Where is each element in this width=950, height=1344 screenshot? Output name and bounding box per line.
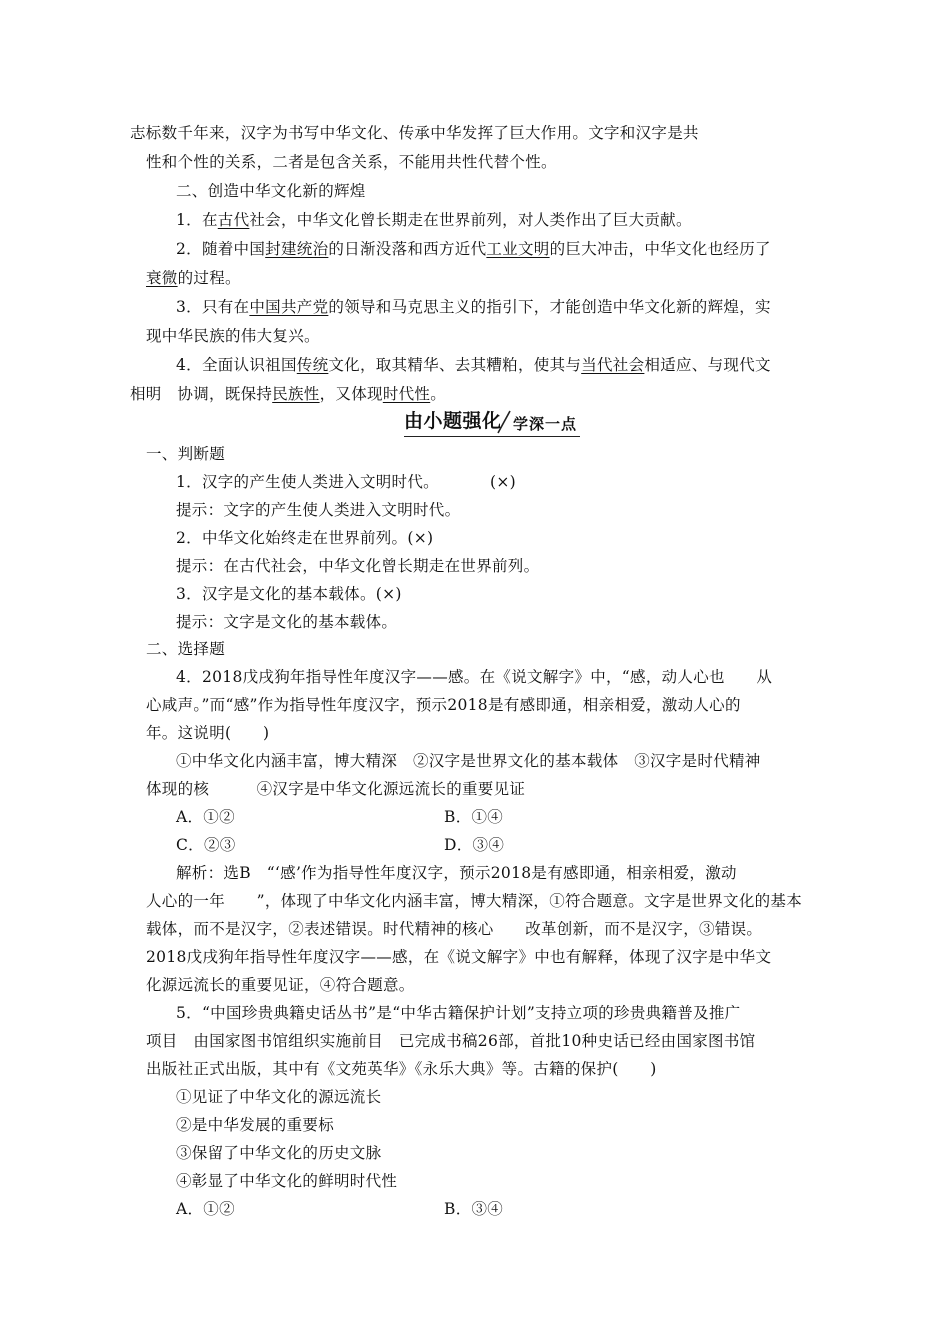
text: 相适应、与现代文 <box>644 356 771 374</box>
tip-2: 提示：在古代社会，中华文化曾长期走在世界前列。 <box>176 557 540 575</box>
question-4-line-1: 4．2018戊戌狗年指导性年度汉字——感。在《说文解字》中，“感，动人心也 从 <box>176 668 773 686</box>
question-5-line-1: 5．“中国珍贵典籍史话丛书”是“中华古籍保护计划”支持立项的珍贵典籍普及推广 <box>176 1004 741 1022</box>
text: 。 <box>430 385 447 403</box>
answer-option-d: D．③④ <box>444 836 505 854</box>
question-3: 3．汉字是文化的基本载体。(×) <box>176 585 402 603</box>
point-2 <box>176 239 771 259</box>
keyword: 中国共产党 <box>249 298 329 316</box>
banner-subtitle: 学深一点 <box>513 415 578 433</box>
answer-option-b: B．③④ <box>444 1200 504 1218</box>
point-2-cont <box>146 268 241 288</box>
keyword: 古代 <box>217 211 250 229</box>
solution-line-2: 人心的一年 ”，体现了中华文化内涵丰富，博大精深，①符合题意。文字是世界文化的基本 <box>146 892 803 910</box>
text: 3．只有在 <box>176 298 250 316</box>
text: 4．全面认识祖国 <box>176 356 297 374</box>
text: 1．在 <box>176 211 218 229</box>
question-4-options-2: 体现的核 ④汉字是中华文化源远流长的重要见证 <box>146 780 526 798</box>
keyword: 工业文明 <box>486 240 550 258</box>
choice-heading: 二、选择题 <box>146 640 226 658</box>
point-1 <box>176 210 692 230</box>
banner-title: 由小题强化 <box>404 410 502 432</box>
question-4-line-3: 年。这说明( ) <box>146 724 270 742</box>
keyword: 时代性 <box>382 385 431 403</box>
question-5-option-1: ①见证了中华文化的源远流长 <box>176 1088 382 1106</box>
point-3 <box>176 297 771 317</box>
slash-divider-icon <box>495 409 513 435</box>
point-4 <box>176 355 771 375</box>
section-heading: 二、创造中华文化新的辉煌 <box>176 182 366 200</box>
answer-option-a: A．①② <box>176 808 235 826</box>
keyword: 民族性 <box>272 385 320 403</box>
keyword: 衰微 <box>146 269 178 287</box>
question-4-options-1: ①中华文化内涵丰富，博大精深 ②汉字是世界文化的基本载体 ③汉字是时代精神 <box>176 752 761 770</box>
tip-3: 提示：文字是文化的基本载体。 <box>176 613 398 631</box>
solution-line-5: 化源远流长的重要见证，④符合题意。 <box>146 976 415 994</box>
solution-line-1: 解析：选B “‘感’作为指导性年度汉字，预示2018是有感即通，相亲相爱，激动 <box>176 864 737 882</box>
answer-option-b: B．①④ <box>444 808 504 826</box>
text: 相明 协调，既保持 <box>130 385 273 403</box>
question-5-option-2: ②是中华发展的重要标 <box>176 1116 335 1134</box>
text: 的巨大冲击，中华文化也经历了 <box>549 240 771 258</box>
text: 的领导和马克思主义的指引下，才能创造中华文化新的辉煌，实 <box>328 298 771 316</box>
question-1-mark: (×) <box>490 473 516 491</box>
question-2: 2．中华文化始终走在世界前列。(×) <box>176 529 434 547</box>
judgement-heading: 一、判断题 <box>146 445 226 463</box>
question-1: 1．汉字的产生使人类进入文明时代。 <box>176 473 439 491</box>
question-4-line-2: 心咸声。”而“感”作为指导性年度汉字，预示2018是有感即通，相亲相爱，激动人心的 <box>146 696 741 714</box>
keyword: 封建统治 <box>265 240 329 258</box>
text: 的日渐没落和西方近代 <box>328 240 487 258</box>
text: ，又体现 <box>319 385 383 403</box>
keyword: 传统 <box>296 356 329 374</box>
text: 文化，取其精华、去其糟粕，使其与 <box>328 356 582 374</box>
answer-option-a: A．①② <box>176 1200 235 1218</box>
question-5-line-2: 项目 由国家图书馆组织实施前目 已完成书稿26部，首批10种史话已经由国家图书馆 <box>146 1032 756 1050</box>
answer-option-c: C．②③ <box>176 836 236 854</box>
text: 2．随着中国 <box>176 240 266 258</box>
solution-line-4: 2018戊戌狗年指导性年度汉字——感，在《说文解字》中也有解释，体现了汉字是中华文 <box>146 948 772 966</box>
intro-line-1: 志标数千年来，汉字为书写中华文化、传承中华发挥了巨大作用。文字和汉字是共 <box>130 124 699 142</box>
point-4-cont <box>130 384 446 404</box>
question-5-line-3: 出版社正式出版，其中有《文苑英华》《永乐大典》等。古籍的保护( ) <box>146 1060 657 1078</box>
question-5-option-3: ③保留了中华文化的历史文脉 <box>176 1144 382 1162</box>
question-5-option-4: ④彰显了中华文化的鲜明时代性 <box>176 1172 398 1190</box>
tip-1: 提示：文字的产生使人类进入文明时代。 <box>176 501 461 519</box>
section-banner <box>404 408 584 438</box>
solution-line-3: 载体，而不是汉字，②表述错误。时代精神的核心 改革创新，而不是汉字，③错误。 <box>146 920 763 938</box>
point-3-cont: 现中华民族的伟大复兴。 <box>146 327 320 345</box>
text: 的过程。 <box>177 269 241 287</box>
keyword: 当代社会 <box>581 356 645 374</box>
intro-line-2: 性和个性的关系，二者是包含关系，不能用共性代替个性。 <box>146 153 557 171</box>
banner-underline <box>404 436 580 437</box>
text: 社会，中华文化曾长期走在世界前列，对人类作出了巨大贡献。 <box>249 211 692 229</box>
